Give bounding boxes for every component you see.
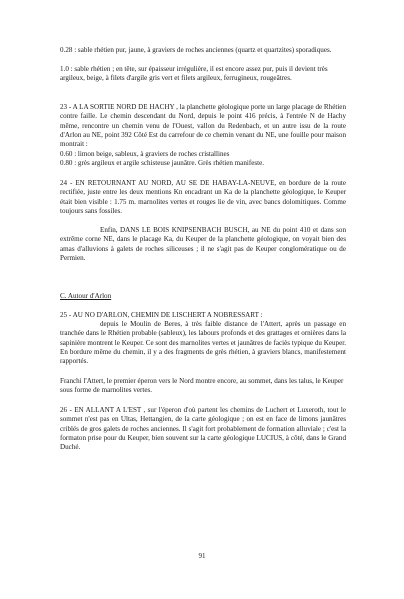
paragraph-franchi-attert: Franchi l'Attert, le premier éperon vers le Nord montre encore, au sommet, dans les talus, le Keuper sous forme de marnolites vertes.: [60, 377, 344, 395]
paragraph-sand-028: 0.28 : sable rhétien pur, jaune, à graviers de roches anciennes (quartz et quartzites) sporadiques.: [60, 46, 332, 54]
paragraph-knipsenbach: Enfin, DANS LE BOIS KNIPSENBACH BUSCH, au NE du point 410 et dans son extrême corne NE, dans le placage Ka, du Keuper de la planchette géologique, on voyait bien des amas d'alluvions à galets de roches siliceuses ; il ne s'agit pas de Keuper conglomératique ou de Permien.: [60, 226, 346, 262]
paragraph-gres-080: 0.80 : grès argileux et argile schisteuse jaunâtre. Grès rhétien manifeste.: [60, 159, 265, 167]
paragraph-23-hachy: 23 - A LA SORTIE NORD DE HACHY , la planchette géologique porte un large placage de Rhétien contre faille. Le chemin descendant du Nord, depuis le point 416 précis, à l'entrée N de Hachy même, rencontre un chemin venu de l'Ouest, vallon du Redenbach, et un autre issu de la route d'Arlon au NE, point 392 Côté Est du carrefour de ce chemin venant du NE, une fouille pour maison montrait :: [60, 103, 346, 149]
paragraph-moulin-beres: depuis le Moulin de Beres, à très faible distance de l'Attert, après un passage en tranchée dans le Rhétien probable (sableux), les labours profonds et des grattages et ornières dans la sapinière montrent le Keuper. Ce sont des marnolites vertes et jaunâtres de faciès typique du Keuper. En bordure même du chemin, il y a des fragments de grès rhétien, à graviers blancs, manifestement rapportés.: [60, 320, 346, 366]
paragraph-sand-10: 1.0 : sable rhétien ; en tête, sur épaisseur irrégulière, il est encore assez pur, puis il devient très argileux, beige, à filets d'argile gris vert et filets argileux, ferrugineux, rougeâtres.: [60, 65, 328, 83]
paragraph-25-arlon: 25 - AU NO D'ARLON, CHEMIN DE LISCHERT A NOBRESSART :: [60, 311, 263, 319]
paragraph-limon-060: 0.60 : limon beige, sableux, à graviers de roches cristallines: [60, 150, 230, 158]
paragraph-26-est: 26 - EN ALLANT A L'EST , sur l'éperon d'où partent les chemins de Luchert et Luxeroth, tout le sommet n'est pas en Ultas, Hettangien, de la carte géologique ; on est en face de limons jaunâtres criblés de gros galets de roches anciennes. Il s'agit fort probablement de formation alluviale ; c'est la formaton prise pour du Keuper, bien souvent sur la carte géologique LUCIUS, à côté, dans le Grand Duché.: [60, 406, 346, 452]
paragraph-24-habay: 24 - EN RETOURNANT AU NORD, AU SE DE HABAY-LA-NEUVE, en bordure de la route rectifiée, juste entre les deux mentions Kn encadrant un Ka de la planchette géologique, le Keuper était bien visible : 1.75 m. marnolites vertes et rouges lie de vin, avec bancs dolomitiques. Comme toujours sans fossiles.: [60, 179, 346, 215]
page-number: 91: [198, 552, 206, 560]
section-heading: C. Autour d'Arlon: [60, 292, 112, 300]
